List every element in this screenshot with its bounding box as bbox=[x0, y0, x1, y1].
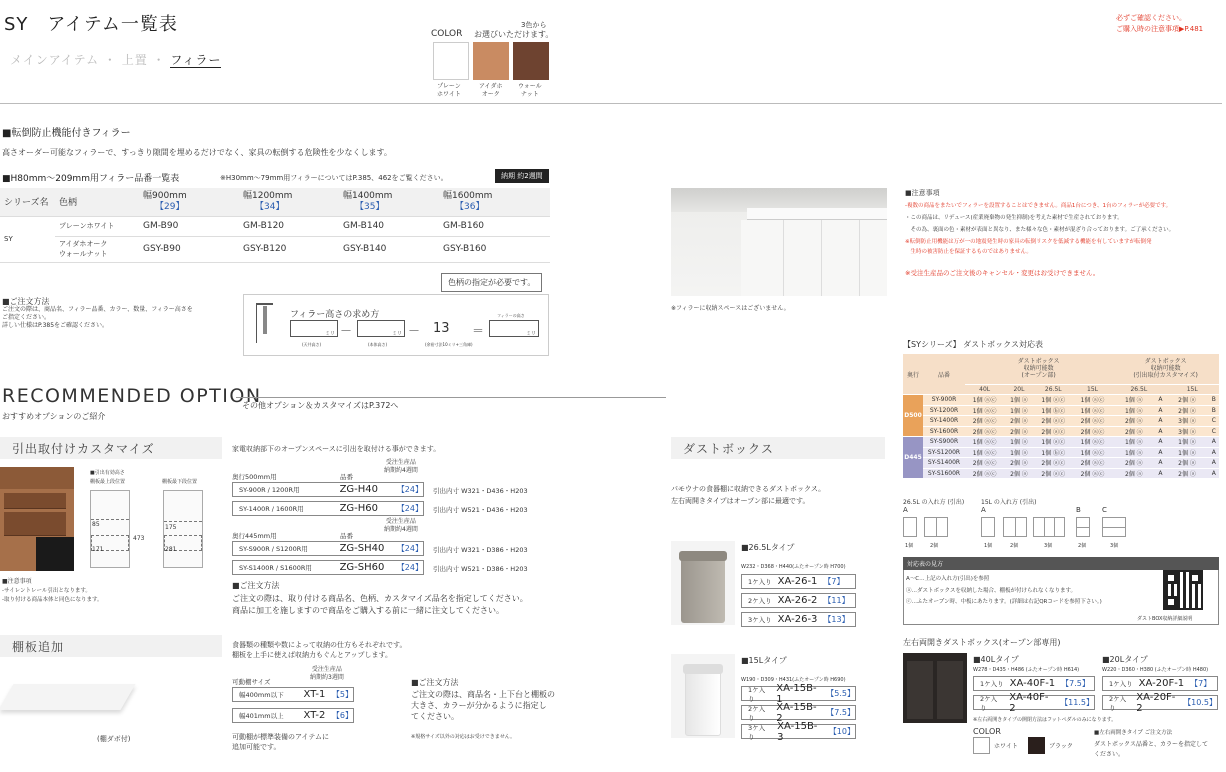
qr-caption: ダストBOX収納詳細説明 bbox=[1137, 616, 1193, 622]
open-item-xa-20f-1[interactable]: 1ケ入り XA-20F-1 【7】 bbox=[1102, 676, 1218, 691]
legend-2: ⓐ…ダストボックスを収納した場合、棚板が付けられなくなります。 bbox=[906, 588, 1077, 594]
swatch-idaho-oak bbox=[473, 42, 509, 80]
open-black-label: ブラック bbox=[1049, 743, 1073, 750]
drawer-desc: 家電収納部下のオープンスペースに引出を取付ける事ができます。 bbox=[232, 445, 441, 453]
col-w1200: 幅1200mm 【34】 bbox=[239, 188, 339, 216]
dustbox-desc-1: パモウナの食器棚に収納できるダストボックス。 bbox=[671, 485, 826, 493]
table-row: アイダホオーク ウォールナット GSY-B90 GSY-B120 GSY-B140 GSY-B160 bbox=[0, 236, 550, 262]
group-500-depth: 奥行500mm用 bbox=[232, 473, 277, 481]
drawer-item-zg-h40[interactable]: SY-900R / 1200R用 ZG-H40 【24】 bbox=[232, 482, 424, 497]
dustbox-section-label: ダストボックス bbox=[671, 437, 885, 459]
col-w1400: 幅1400mm 【35】 bbox=[339, 188, 439, 216]
col-series: シリーズ名 bbox=[0, 188, 55, 216]
compat-value-cell: 1個 ⓐⓒ bbox=[1073, 405, 1112, 416]
filler-photo bbox=[671, 188, 887, 296]
compat-item-cell: SY-S1400R bbox=[923, 458, 965, 469]
shelf-desc-1: 食器類の種類や数によって収納の仕方もそれぞれです。 bbox=[232, 641, 407, 649]
filler-table bbox=[0, 188, 550, 263]
compat-value-cell: 2個 ⓐ bbox=[1004, 416, 1033, 427]
compat-row bbox=[903, 447, 1219, 458]
shelf-photo bbox=[6, 676, 136, 720]
q-15-3: 3個 bbox=[1044, 543, 1053, 549]
compat-row bbox=[903, 437, 1219, 448]
dustbox-item-xa-26-2[interactable]: 2ケ入り XA-26-2 【11】 bbox=[741, 593, 856, 608]
col-w1600: 幅1600mm 【36】 bbox=[439, 188, 550, 216]
compat-value-cell: 2個 ⓐⓒ bbox=[1073, 468, 1112, 479]
swatch-plain-white bbox=[433, 42, 469, 80]
size-zg-sh60: 引出内寸 W521・D386・H203 bbox=[433, 565, 528, 573]
shelf-item-xt-1[interactable]: 幅400mm以下 XT-1 【5】 bbox=[232, 687, 354, 702]
order-title: ■ご注文方法 bbox=[2, 297, 50, 306]
recommended-subtitle: おすすめオプションのご紹介 bbox=[2, 412, 106, 421]
way-15-1-icon bbox=[981, 517, 995, 537]
drawer-photo bbox=[0, 467, 74, 571]
compat-value-cell: 1個 ⓐ bbox=[1165, 447, 1208, 458]
compat-value-cell: 2個 ⓐ bbox=[1112, 468, 1155, 479]
drawer-order-1: ご注文の際は、取り付ける商品名、色柄、カスタマイズ品名を指定してください。 bbox=[232, 594, 528, 603]
series-cell: SY bbox=[0, 216, 55, 262]
calc-13: 13 bbox=[433, 321, 450, 336]
way-a-label: A bbox=[903, 506, 908, 514]
compat-value-cell: C bbox=[1209, 416, 1219, 427]
open-item-xa-40f-1[interactable]: 1ケ入り XA-40F-1 【7.5】 bbox=[973, 676, 1095, 691]
way-15-2-icon bbox=[1003, 517, 1027, 537]
ways-label-2: 15L の入れ方 (引出) bbox=[981, 499, 1037, 506]
shelf-note-2: 追加可能です。 bbox=[232, 743, 281, 751]
compat-value-cell: 1個 ⓐⓒ bbox=[965, 447, 1004, 458]
group-445-lead: 受注生産品 納期約4週間 bbox=[384, 518, 418, 533]
compat-value-cell: 2個 ⓐⓒ bbox=[965, 468, 1004, 479]
notes-line-3: その為、裏面の色・素材が表面と異なり、また様々な色・素材が混ざり合っております。ご了承ください。 bbox=[905, 227, 1175, 233]
calc-ceiling-note: (天井高さ) bbox=[302, 342, 322, 347]
compat-row bbox=[903, 395, 1219, 406]
compat-value-cell: B bbox=[1209, 395, 1219, 406]
notes-line-4: ※転倒防止用機能は万が一の地震発生時の家具の転倒リスクを低減する機能を有していますが転倒発 bbox=[905, 239, 1152, 245]
table-row: SY プレーンホワイト GM-B90 GM-B120 GM-B140 GM-B160 bbox=[0, 216, 550, 236]
compat-value-cell: 2個 ⓐ bbox=[1004, 468, 1033, 479]
ways-label-1: 26.5L の入れ方 (引出) bbox=[903, 499, 965, 506]
compat-value-cell: A bbox=[1209, 437, 1219, 448]
shelf-order-title: ■ご注文方法 bbox=[411, 678, 459, 687]
crumb-filler[interactable]: フィラー bbox=[170, 53, 222, 67]
size-zg-sh40: 引出内寸 W321・D386・H203 bbox=[433, 546, 528, 554]
calc-adjust-note: (余裕寸法10ミリ+三角庫) bbox=[425, 342, 473, 347]
notes-title: ■注意事項 bbox=[905, 189, 940, 197]
compat-value-cell: 1個 ⓐⓒ bbox=[1073, 395, 1112, 406]
drawer-item-zg-sh60[interactable]: SY-S1400R / S1600R用 ZG-SH60 【24】 bbox=[232, 560, 424, 575]
way-a2-label: A bbox=[981, 506, 986, 514]
swatch-label-2: アイダホ オーク bbox=[479, 83, 503, 98]
compat-value-cell: 2個 ⓐⓒ bbox=[1073, 426, 1112, 437]
compat-value-cell: A bbox=[1155, 437, 1165, 448]
swatch-label-3: ウォール ナット bbox=[518, 83, 542, 98]
compat-value-cell: 1個 ⓐⓒ bbox=[1073, 437, 1112, 448]
dustbox-26-title: ■26.5Lタイプ bbox=[741, 543, 795, 552]
dim-175: 175 bbox=[165, 524, 177, 531]
size-zg-h60: 引出内寸 W521・D436・H203 bbox=[433, 506, 528, 514]
q-26-2: 2個 bbox=[930, 543, 939, 549]
compat-value-cell: 2個 ⓐⓒ bbox=[965, 426, 1004, 437]
open-item-xa-40f-2[interactable]: 2ケ入り XA-40F-2 【11.5】 bbox=[973, 695, 1095, 710]
compat-value-cell: 2個 ⓐⓒ bbox=[1073, 458, 1112, 469]
compat-row bbox=[903, 458, 1219, 469]
compat-value-cell: 2個 ⓐ bbox=[1165, 405, 1208, 416]
compat-value-cell: A bbox=[1155, 405, 1165, 416]
open-black-swatch bbox=[1028, 737, 1045, 754]
filler-sub-heading: ■H80mm〜209mm用フィラー品番一覧表 bbox=[2, 174, 180, 184]
compat-row bbox=[903, 468, 1219, 479]
q-b: 2個 bbox=[1078, 543, 1087, 549]
compat-item-cell: SY-S1200R bbox=[923, 447, 965, 458]
compat-value-cell: 2個 ⓐ bbox=[1112, 416, 1155, 427]
compat-row bbox=[903, 405, 1219, 416]
color-label: COLOR bbox=[431, 29, 463, 39]
shelf-desc-2: 棚板を上手に使えば収納力もぐんとアップします。 bbox=[232, 651, 392, 659]
compat-value-cell: 1個 ⓐ bbox=[1004, 395, 1033, 406]
dustbox-26-photo bbox=[671, 541, 735, 625]
compat-value-cell: 1個 ⓑⓒ bbox=[1034, 405, 1073, 416]
compat-value-cell: 3個 ⓐ bbox=[1165, 416, 1208, 427]
drawer-caution-title: ■注意事項 bbox=[2, 578, 32, 585]
compat-value-cell: A bbox=[1209, 468, 1219, 479]
compat-depth-cell: D445 bbox=[903, 437, 923, 479]
compat-value-cell: 1個 ⓐ bbox=[1004, 405, 1033, 416]
compat-value-cell: B bbox=[1209, 405, 1219, 416]
calc-body-field: ミリ bbox=[357, 320, 405, 337]
compat-value-cell: 1個 ⓐ bbox=[1112, 405, 1155, 416]
drawer-diagram-500 bbox=[90, 490, 130, 568]
calc-result-field: ミリ bbox=[489, 320, 539, 337]
compat-value-cell: A bbox=[1155, 416, 1165, 427]
open-white-swatch bbox=[973, 737, 990, 754]
drawer-dia-3: 棚板最下段位置 bbox=[162, 479, 198, 485]
open-item-xa-20f-2[interactable]: 2ケ入り XA-20F-2 【10.5】 bbox=[1102, 695, 1218, 710]
shelf-order-1: ご注文の際は、商品名・上下台と棚板の bbox=[411, 690, 555, 699]
drawer-order-title: ■ご注文方法 bbox=[232, 581, 280, 590]
open-box-title: 左右両開きダストボックス(オープン部専用) bbox=[903, 638, 1061, 647]
filler-sub-note: ※H30mm〜79mm用フィラーについてはP.385、462をご覧ください。 bbox=[220, 174, 448, 182]
way-26-2-icon bbox=[924, 517, 948, 537]
drawer-dia-1: ■引出有効高さ bbox=[90, 470, 125, 476]
notes-line-6: ※受注生産品のご注文後のキャンセル・変更はお受けできません。 bbox=[905, 269, 1100, 277]
drawer-dia-2: 棚板最上段位置 bbox=[90, 479, 126, 485]
compat-item-cell: SY-900R bbox=[923, 395, 965, 406]
shelf-order-3: てください。 bbox=[411, 712, 459, 721]
open-color-label: COLOR bbox=[973, 727, 1001, 736]
drawer-section-label: 引出取付けカスタマイズ bbox=[0, 437, 222, 459]
compat-value-cell: 1個 ⓐ bbox=[1004, 447, 1033, 458]
drawer-order-2: 商品に加工を施しますので商品をご購入する前に一緒に注文してください。 bbox=[232, 606, 504, 615]
dim-371: 171 bbox=[92, 546, 104, 553]
header-divider bbox=[0, 103, 1222, 104]
compat-row bbox=[903, 426, 1219, 437]
size-zg-h40: 引出内寸 W321・D436・H203 bbox=[433, 487, 528, 495]
compat-value-cell: 2個 ⓐ bbox=[1165, 395, 1208, 406]
calc-minus-2: － bbox=[408, 324, 421, 338]
col-color: 色柄 bbox=[55, 188, 139, 216]
open-order-title: ■左右両開きタイプ ご注文方法 bbox=[1094, 730, 1173, 736]
open-box-photo bbox=[903, 653, 967, 723]
compat-item-cell: SY-S900R bbox=[923, 437, 965, 448]
compat-item-cell: SY-S1600R bbox=[923, 468, 965, 479]
dustbox-26-dim: W232・D368・H440(ふたオープン時 H700) bbox=[741, 564, 846, 570]
legend-title: 対応表の見方 bbox=[903, 557, 1219, 570]
open-white-label: ホワイト bbox=[994, 743, 1018, 750]
compat-value-cell: A bbox=[1209, 447, 1219, 458]
col-w900: 幅900mm 【29】 bbox=[139, 188, 239, 216]
drawer-caution-1: -サイレントレール引出となります。 bbox=[2, 588, 91, 594]
shelf-note-1: 可動棚が標準装備のアイテムに bbox=[232, 733, 330, 741]
compat-item-cell: SY-1400R bbox=[923, 416, 965, 427]
recommended-line bbox=[236, 397, 666, 398]
drawer-item-zg-h60[interactable]: SY-1400R / 1600R用 ZG-H60 【24】 bbox=[232, 501, 424, 516]
compat-value-cell: 1個 ⓐⓒ bbox=[1034, 437, 1073, 448]
way-26-1-icon bbox=[903, 517, 917, 537]
dustbox-15-photo bbox=[671, 654, 735, 738]
drawer-item-zg-sh40[interactable]: SY-S900R / S1200R用 ZG-SH40 【24】 bbox=[232, 541, 424, 556]
shelf-order-note: ※規格サイズ以外の対応はお受けできません。 bbox=[411, 734, 516, 740]
calc-minus-1: － bbox=[340, 324, 353, 338]
group-500-colname: 品番 bbox=[340, 473, 353, 481]
group-500-lead: 受注生産品 納期約4週間 bbox=[384, 459, 418, 474]
compat-value-cell: 2個 ⓐ bbox=[1165, 458, 1208, 469]
compat-value-cell: 1個 ⓐⓒ bbox=[1034, 395, 1073, 406]
shelf-section-label: 棚板追加 bbox=[0, 635, 222, 657]
color-required-box: 色柄の指定が必要です。 bbox=[441, 273, 542, 292]
legend-3: ⓒ…ふたオープン時、中板にあたります。(詳細は右記QRコードを参照下さい。) bbox=[906, 599, 1102, 605]
compat-value-cell: 1個 ⓐ bbox=[1112, 395, 1155, 406]
crumb-top[interactable]: 上置 bbox=[121, 53, 148, 67]
calc-result-label: フィラーの高さ bbox=[497, 313, 525, 318]
dustbox-item-xa-26-3[interactable]: 3ケ入り XA-26-3 【13】 bbox=[741, 612, 856, 627]
open-order-2: ください。 bbox=[1094, 751, 1125, 758]
way-c-icon bbox=[1102, 517, 1126, 537]
compat-value-cell: 2個 ⓐ bbox=[1004, 426, 1033, 437]
shelf-order-2: 大きさ、カラーが分かるように指定し bbox=[411, 701, 547, 710]
filler-desc: 高さオーダー可能なフィラーで、すっきり隙間を埋めるだけでなく、家具の転倒する危険性を少なくします。 bbox=[2, 148, 392, 157]
compat-title: 【SYシリーズ】 ダストボックス対応表 bbox=[903, 340, 1044, 349]
q-15-1: 1個 bbox=[984, 543, 993, 549]
compat-value-cell: 2個 ⓐⓒ bbox=[1034, 426, 1073, 437]
compat-value-cell: 2個 ⓐⓒ bbox=[965, 416, 1004, 427]
color-note-2: お選びいただけます。 bbox=[474, 30, 554, 39]
compat-value-cell: A bbox=[1155, 468, 1165, 479]
shelf-lead: 受注生産品 納期約3週間 bbox=[310, 666, 344, 681]
photo-caption: ※フィラーに収納スペースはございません。 bbox=[671, 305, 790, 312]
compat-value-cell: 1個 ⓐ bbox=[1112, 437, 1155, 448]
color-note-1: 3色から bbox=[521, 21, 547, 29]
dim-473: 473 bbox=[133, 535, 145, 542]
calc-equals: ＝ bbox=[472, 324, 485, 338]
swatch-label-1: プレーン ホワイト bbox=[437, 83, 461, 98]
dustbox-15-dim: W190・D309・H431(ふたオープン時 H690) bbox=[741, 677, 846, 683]
compat-value-cell: 2個 ⓐⓒ bbox=[1034, 468, 1073, 479]
compat-item-cell: SY-1200R bbox=[923, 405, 965, 416]
dustbox-item-xa-15b-1[interactable]: 1ケ入り XA-15B-1 【5.5】 bbox=[741, 686, 856, 701]
swatch-walnut bbox=[513, 42, 549, 80]
compat-value-cell: 2個 ⓐ bbox=[1112, 426, 1155, 437]
compat-value-cell: C bbox=[1209, 426, 1219, 437]
open-40-title: ■40Lタイプ bbox=[973, 655, 1019, 664]
notes-line-2: ・この商品は、リデュース(産業廃棄物の発生抑制)を考えた素材で生産されております。 bbox=[905, 215, 1123, 221]
open-20-dim: W220・D360・H380 (ふたオープン時 H480) bbox=[1102, 667, 1209, 673]
way-b-icon bbox=[1076, 517, 1090, 537]
compat-value-cell: 2個 ⓐ bbox=[1112, 458, 1155, 469]
calc-ceiling-field: ミリ bbox=[290, 320, 338, 337]
calc-title: フィラー高さの求め方 bbox=[290, 310, 380, 320]
compat-item-cell: SY-1600R bbox=[923, 426, 965, 437]
shelf-img-label: (棚ダボ付) bbox=[97, 735, 131, 743]
shelf-size-col: 可動棚サイズ bbox=[232, 678, 271, 686]
page-title: SY アイテム一覧表 bbox=[4, 14, 178, 35]
filler-height-diagram-icon bbox=[256, 303, 272, 343]
dustbox-item-xa-15b-2[interactable]: 2ケ入り XA-15B-2 【7.5】 bbox=[741, 705, 856, 720]
recommended-title: RECOMMENDED OPTION bbox=[2, 385, 262, 407]
compat-value-cell: A bbox=[1155, 447, 1165, 458]
drawer-caution-2: -取り付ける商品本体と同色になります。 bbox=[2, 597, 103, 603]
notes-line-5: 生時の被害防止を保証するものではありません。 bbox=[905, 249, 1032, 255]
compat-value-cell: 2個 ⓐⓒ bbox=[965, 458, 1004, 469]
compat-value-cell: 1個 ⓐ bbox=[1165, 437, 1208, 448]
notes-line-1: -複数の商品をまたいでフィラーを設置することはできません。商品1台につき、1台のフィラーが必要です。 bbox=[905, 203, 1172, 209]
calc-body-note: (本体高さ) bbox=[368, 342, 388, 347]
group-445-depth: 奥行445mm用 bbox=[232, 532, 277, 540]
recommended-note: その他オプション＆カスタマイズはP.372へ bbox=[242, 401, 399, 410]
way-15-3-icon bbox=[1033, 517, 1065, 537]
dim-85: 85 bbox=[92, 521, 100, 528]
group-445-colname: 品番 bbox=[340, 532, 353, 540]
qr-code[interactable] bbox=[1163, 570, 1203, 610]
dustbox-desc-2: 左右両開きタイプはオープン部に最適です。 bbox=[671, 497, 810, 505]
shelf-item-xt-2[interactable]: 幅401mm以上 XT-2 【6】 bbox=[232, 708, 354, 723]
compat-value-cell: 1個 ⓐⓒ bbox=[965, 395, 1004, 406]
dustbox-item-xa-26-1[interactable]: 1ケ入り XA-26-1 【7】 bbox=[741, 574, 856, 589]
compat-value-cell: 2個 ⓐ bbox=[1165, 468, 1208, 479]
notice-link[interactable]: ご購入時の注意事項▶P.481 bbox=[1116, 25, 1204, 33]
q-26-1: 1個 bbox=[905, 543, 914, 549]
compat-value-cell: 1個 ⓐ bbox=[1004, 437, 1033, 448]
filler-heading: ■転倒防止機能付きフィラー bbox=[2, 128, 131, 139]
compat-row bbox=[903, 416, 1219, 427]
compat-value-cell: 3個 ⓐ bbox=[1165, 426, 1208, 437]
compat-value-cell: 1個 ⓑⓒ bbox=[1034, 447, 1073, 458]
compat-value-cell: A bbox=[1155, 458, 1165, 469]
compat-value-cell: 1個 ⓐⓒ bbox=[1073, 447, 1112, 458]
compat-value-cell: 1個 ⓐⓒ bbox=[965, 405, 1004, 416]
dustbox-15-title: ■15Lタイプ bbox=[741, 656, 787, 665]
open-20-title: ■20Lタイプ bbox=[1102, 655, 1148, 664]
compat-depth-cell: D500 bbox=[903, 395, 923, 437]
compat-value-cell: A bbox=[1209, 458, 1219, 469]
notice-1: 必ずご確認ください。 bbox=[1116, 14, 1186, 22]
open-order-1: ダストボックス品番と、カラーを指定して bbox=[1094, 741, 1208, 748]
dim-281: 281 bbox=[165, 546, 177, 553]
lead-time-badge: 納期 約2週間 bbox=[495, 169, 549, 183]
open-note: ※左右両開きタイプの開閉方法はフットペダルのみになります。 bbox=[973, 717, 1117, 723]
crumb-main[interactable]: メインアイテム bbox=[10, 53, 100, 67]
compat-value-cell: 1個 ⓐ bbox=[1112, 447, 1155, 458]
compat-value-cell: 2個 ⓐⓒ bbox=[1073, 416, 1112, 427]
dustbox-item-xa-15b-3[interactable]: 3ケ入り XA-15B-3 【10】 bbox=[741, 724, 856, 739]
open-40-dim: W278・D435・H486 (ふたオープン時 H614) bbox=[973, 667, 1080, 673]
q-c: 3個 bbox=[1110, 543, 1119, 549]
compat-value-cell: 2個 ⓐⓒ bbox=[1034, 416, 1073, 427]
compat-value-cell: 1個 ⓐⓒ bbox=[965, 437, 1004, 448]
breadcrumb: メインアイテム ・ 上置 ・ フィラー bbox=[10, 53, 222, 67]
compat-value-cell: A bbox=[1155, 426, 1165, 437]
compat-value-cell: 2個 ⓐⓒ bbox=[1034, 458, 1073, 469]
legend-1: A〜C…上記の入れ方(引出)を参照 bbox=[906, 576, 990, 582]
way-b-label: B bbox=[1076, 506, 1081, 514]
compat-table: 奥行 品番 ダストボックス 収納可能数 (オープン部) ダストボックス 収納可能数 (引出取付カスタマイズ) 40L 20L 26.5L 15L 26.5L 15L D500 SY-900R 1個 ⓐⓒ 1個 ⓐ 1個 ⓐⓒ 1個 ⓐⓒ 1個 ⓐ A 2個 ⓐ B SY-1200R 1個 ⓐⓒ 1個 ⓐ 1個 ⓑⓒ 1個 ⓐⓒ 1個 ⓐ A 2個 ⓐ B SY-1400R 2個 ⓐⓒ 2個 ⓐ 2個 ⓐⓒ 2個 ⓐⓒ 2個 ⓐ A 3個 ⓐ C SY-1600R 2個 ⓐⓒ 2個 ⓐ 2個 ⓐⓒ 2個 ⓐⓒ 2個 ⓐ A 3個 ⓐ C D445 SY-S900R 1個 ⓐⓒ 1個 ⓐ 1個 ⓐⓒ 1個 ⓐⓒ 1個 ⓐ A 1個 ⓐ A SY-S1200R 1個 ⓐⓒ 1個 ⓐ 1個 ⓑⓒ 1個 ⓐⓒ 1個 ⓐ A 1個 ⓐ A SY-S1400R 2個 ⓐⓒ 2個 ⓐ 2個 ⓐⓒ 2個 ⓐⓒ 2個 ⓐ A 2個 ⓐ A SY-S1600R 2個 ⓐⓒ 2個 ⓐ 2個 ⓐⓒ 2個 ⓐⓒ 2個 ⓐ A 2個 ⓐ A bbox=[903, 354, 1219, 479]
way-c-label: C bbox=[1102, 506, 1107, 514]
compat-value-cell: 2個 ⓐ bbox=[1004, 458, 1033, 469]
order-text: ご注文の際は、商品名、フィラー品番、カラー、数量、フィラー高さを ご指定ください。 詳しい仕様はP.385をご確認ください。 bbox=[2, 306, 193, 329]
q-15-2: 2個 bbox=[1010, 543, 1019, 549]
compat-value-cell: A bbox=[1155, 395, 1165, 406]
